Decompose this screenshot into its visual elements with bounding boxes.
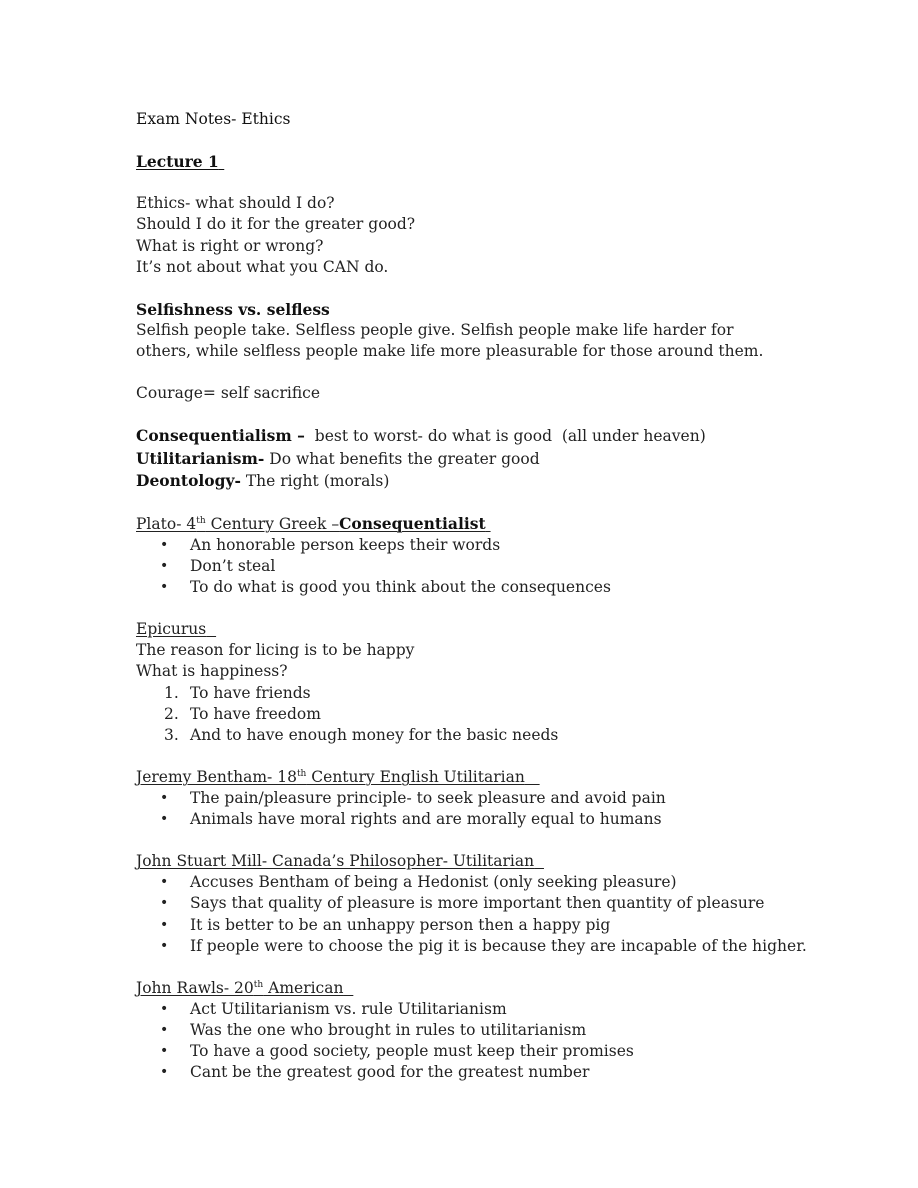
rawls-heading-pre: John Rawls- 20 xyxy=(136,978,254,997)
list-item xyxy=(136,809,816,830)
epicurus-line: What is happiness? xyxy=(136,662,288,681)
list-item-text: An honorable person keeps their words xyxy=(190,535,501,554)
plato-bullets xyxy=(136,535,816,598)
definition-text: The right (morals) xyxy=(240,471,390,490)
document-page xyxy=(136,109,816,1083)
spacer xyxy=(136,957,816,978)
list-item xyxy=(136,683,816,704)
list-item-text: To do what is good you think about the consequences xyxy=(190,578,611,597)
rawls-heading-post: American xyxy=(263,978,344,997)
list-number: 1. xyxy=(164,683,179,702)
spacer xyxy=(136,278,816,299)
spacer xyxy=(136,598,816,619)
list-item xyxy=(136,915,816,936)
list-item xyxy=(136,1062,816,1083)
list-item xyxy=(136,936,816,957)
list-item-text: To have freedom xyxy=(190,704,321,723)
plato-heading-bold: Consequentialist xyxy=(339,513,486,533)
mill-heading xyxy=(136,851,816,872)
list-item-text: Act Utilitarianism vs. rule Utilitarianism xyxy=(190,999,507,1018)
mill-heading-text: John Stuart Mill- Canada’s Philosopher- Utilitarian xyxy=(136,852,535,871)
mill-bullets xyxy=(136,872,816,956)
lecture-heading-text: Lecture 1 xyxy=(136,152,219,172)
list-item xyxy=(136,704,816,725)
list-number: 2. xyxy=(164,704,179,723)
bullet-icon: • xyxy=(160,874,169,891)
list-item xyxy=(136,893,816,914)
selfishness-paragraph: Selfish people take. Selfless people give. Selfish people make life harder for others, while selfless people make life more pleasurable for those around them. xyxy=(136,320,764,361)
intro-line: Ethics- what should I do? xyxy=(136,194,335,213)
bullet-icon: • xyxy=(160,1022,169,1039)
definition-text: Do what benefits the greater good xyxy=(264,449,540,468)
list-item-text: Says that quality of pleasure is more important then quantity of pleasure xyxy=(190,894,765,913)
bullet-icon: • xyxy=(160,790,169,806)
epicurus-heading xyxy=(136,619,816,640)
spacer xyxy=(136,362,816,383)
epicurus-line: The reason for licing is to be happy xyxy=(136,641,415,660)
bentham-heading-post: Century English Utilitarian xyxy=(306,767,525,786)
list-item-text: Cant be the greatest good for the greatest number xyxy=(190,1063,590,1082)
epicurus-numbered-list xyxy=(136,683,816,746)
courage-line: Courage= self sacrifice xyxy=(136,384,321,403)
bullet-icon: • xyxy=(160,1064,169,1081)
bentham-heading-sup: th xyxy=(296,768,307,779)
definition-text: best to worst- do what is good (all under heaven) xyxy=(304,427,706,446)
spacer xyxy=(136,746,816,767)
bullet-icon: • xyxy=(160,557,169,574)
bentham-bullets xyxy=(136,788,816,830)
rawls-heading xyxy=(136,978,816,999)
intro-line: What is right or wrong? xyxy=(136,236,324,255)
plato-heading xyxy=(136,513,816,535)
list-item-text: Animals have moral rights and are morally equal to humans xyxy=(190,810,662,829)
spacer xyxy=(136,130,816,151)
bullet-icon: • xyxy=(160,579,169,596)
plato-heading-mid: Century Greek – xyxy=(205,514,340,533)
bullet-icon: • xyxy=(160,916,169,933)
definition-deontology xyxy=(136,470,816,492)
intro-line: Should I do it for the greater good? xyxy=(136,215,416,234)
intro-line: It’s not about what you CAN do. xyxy=(136,257,389,276)
rawls-bullets xyxy=(136,999,816,1083)
spacer xyxy=(136,830,816,851)
rawls-heading-sup: th xyxy=(253,979,264,990)
list-item-text: And to have enough money for the basic needs xyxy=(190,725,559,744)
bullet-icon: • xyxy=(160,937,169,954)
list-item xyxy=(136,535,816,556)
selfishness-heading: Selfishness vs. selfless xyxy=(136,299,330,319)
definition-term: Utilitarianism- xyxy=(136,448,265,468)
list-item-text: Don’t steal xyxy=(190,556,276,575)
list-item-text: To have a good society, people must keep their promises xyxy=(190,1042,634,1061)
bullet-icon: • xyxy=(160,811,169,828)
epicurus-heading-trailing-space xyxy=(206,620,216,638)
list-number: 3. xyxy=(164,725,179,744)
list-item xyxy=(136,1041,816,1062)
document-title: Exam Notes- Ethics xyxy=(136,110,291,128)
lecture-heading xyxy=(136,151,816,172)
list-item xyxy=(136,556,816,577)
list-item xyxy=(136,577,816,598)
bullet-icon: • xyxy=(160,895,169,912)
bullet-icon: • xyxy=(160,536,169,553)
list-item xyxy=(136,999,816,1020)
lecture-heading-trailing-space xyxy=(219,152,224,171)
list-item xyxy=(136,788,816,809)
list-item-text: It is better to be an unhappy person then a happy pig xyxy=(190,915,611,934)
plato-heading-sup: th xyxy=(196,515,206,526)
definition-consequentialism xyxy=(136,425,816,447)
plato-heading-pre: Plato- 4 xyxy=(136,514,197,533)
list-item xyxy=(136,1020,816,1041)
definition-utilitarianism xyxy=(136,448,816,470)
spacer xyxy=(136,404,816,425)
definition-term: Deontology- xyxy=(136,470,241,490)
list-item-text: Accuses Bentham of being a Hedonist (only seeking pleasure) xyxy=(190,873,677,892)
list-item-text: If people were to choose the pig it is because they are incapable of the higher. xyxy=(190,936,807,955)
bentham-heading xyxy=(136,767,816,788)
spacer xyxy=(136,492,816,513)
bullet-icon: • xyxy=(160,1043,169,1060)
bentham-heading-pre: Jeremy Bentham- 18 xyxy=(136,767,297,786)
list-item xyxy=(136,872,816,893)
list-item-text: Was the one who brought in rules to utilitarianism xyxy=(190,1021,587,1040)
list-item xyxy=(136,725,816,746)
spacer xyxy=(136,172,816,193)
bullet-icon: • xyxy=(160,1000,169,1017)
epicurus-heading-text: Epicurus xyxy=(136,620,207,639)
mill-heading-trailing-space xyxy=(534,852,544,870)
list-item-text: The pain/pleasure principle- to seek pleasure and avoid pain xyxy=(190,789,666,807)
definition-term: Consequentialism – xyxy=(136,426,305,446)
list-item-text: To have friends xyxy=(190,683,311,702)
